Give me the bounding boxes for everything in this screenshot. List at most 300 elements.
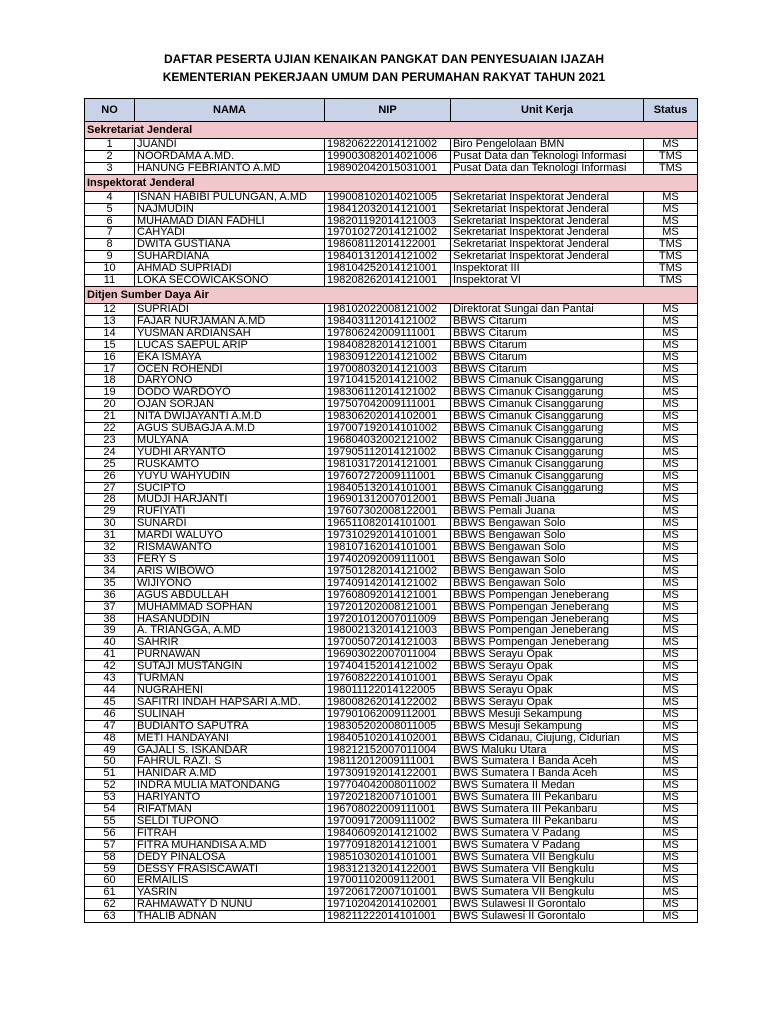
cell-nip: 198211222014101001 [325, 911, 451, 923]
cell-no: 28 [85, 494, 135, 506]
cell-unit-kerja: BBWS Cimanuk Cisanggarung [451, 387, 644, 399]
table-row [85, 744, 698, 756]
cell-status: MS [644, 363, 698, 375]
cell-no: 41 [85, 649, 135, 661]
table-row [85, 203, 698, 215]
cell-unit-kerja: BBWS Serayu Opak [451, 661, 644, 673]
cell-status: MS [644, 863, 698, 875]
cell-nama: YASRIN [135, 887, 325, 899]
cell-nip: 197005072014121003 [325, 637, 451, 649]
cell-unit-kerja: BBWS Bengawan Solo [451, 530, 644, 542]
cell-no: 62 [85, 899, 135, 911]
section-row [85, 122, 698, 139]
cell-nip: 198306202014102001 [325, 411, 451, 423]
cell-nama: BUDIANTO SAPUTRA [135, 720, 325, 732]
cell-nip: 198608112014122001 [325, 239, 451, 251]
cell-unit-kerja: BBWS Cimanuk Cisanggarung [451, 482, 644, 494]
cell-no: 11 [85, 275, 135, 287]
cell-no: 27 [85, 482, 135, 494]
cell-nip: 197704042008011002 [325, 780, 451, 792]
cell-unit-kerja: Sekretariat Inspektorat Jenderal [451, 191, 644, 203]
cell-unit-kerja: BWS Sumatera VII Bengkulu [451, 863, 644, 875]
cell-nama: RIFATMAN [135, 804, 325, 816]
cell-status: MS [644, 827, 698, 839]
cell-no: 48 [85, 732, 135, 744]
cell-nama: DWITA GUSTIANA [135, 239, 325, 251]
table-row [85, 494, 698, 506]
cell-status: MS [644, 744, 698, 756]
cell-nama: METI HANDAYANI [135, 732, 325, 744]
table-row [85, 601, 698, 613]
cell-nama: RISMAWANTO [135, 542, 325, 554]
cell-status: TMS [644, 162, 698, 174]
cell-nip: 198406092014121002 [325, 827, 451, 839]
table-row [85, 423, 698, 435]
table-row [85, 470, 698, 482]
cell-status: MS [644, 351, 698, 363]
table-row [85, 661, 698, 673]
cell-nama: FITRAH [135, 827, 325, 839]
cell-nama: PURNAWAN [135, 649, 325, 661]
cell-nama: DESSY FRASISCAWATI [135, 863, 325, 875]
cell-status: MS [644, 804, 698, 816]
cell-nip: 197102042014102001 [325, 899, 451, 911]
cell-unit-kerja: BBWS Cimanuk Cisanggarung [451, 375, 644, 387]
cell-nip: 198306112014121002 [325, 387, 451, 399]
cell-nip: 198309122014121002 [325, 351, 451, 363]
cell-status: TMS [644, 275, 698, 287]
table-row [85, 554, 698, 566]
cell-nip: 197404152014121002 [325, 661, 451, 673]
cell-status: MS [644, 732, 698, 744]
cell-nip: 197905112014121002 [325, 446, 451, 458]
cell-nama: SAHRIR [135, 637, 325, 649]
table-row [85, 506, 698, 518]
section-row [85, 286, 698, 303]
section-title: Sekretariat Jenderal [85, 122, 698, 139]
cell-no: 31 [85, 530, 135, 542]
cell-nip: 198212152007011004 [325, 744, 451, 756]
table-row [85, 399, 698, 411]
cell-status: MS [644, 303, 698, 315]
cell-status: MS [644, 434, 698, 446]
cell-nama: AGUS ABDULLAH [135, 589, 325, 601]
table-row [85, 215, 698, 227]
cell-status: MS [644, 470, 698, 482]
cell-nama: A. TRIANGGA, A.MD [135, 625, 325, 637]
cell-status: MS [644, 625, 698, 637]
table-row [85, 696, 698, 708]
cell-nama: SUCIPTO [135, 482, 325, 494]
cell-unit-kerja: BBWS Citarum [451, 363, 644, 375]
cell-unit-kerja: Sekretariat Inspektorat Jenderal [451, 239, 644, 251]
cell-status: MS [644, 613, 698, 625]
cell-unit-kerja: Sekretariat Inspektorat Jenderal [451, 227, 644, 239]
cell-nip: 197901062009112001 [325, 708, 451, 720]
cell-nip: 198405102014102001 [325, 732, 451, 744]
cell-no: 8 [85, 239, 135, 251]
table-row [85, 732, 698, 744]
table-row [85, 339, 698, 351]
table-row [85, 275, 698, 287]
cell-unit-kerja: BBWS Pompengan Jeneberang [451, 625, 644, 637]
table-row [85, 887, 698, 899]
cell-unit-kerja: BBWS Cimanuk Cisanggarung [451, 458, 644, 470]
cell-no: 34 [85, 565, 135, 577]
table-row [85, 387, 698, 399]
table-row [85, 720, 698, 732]
cell-nama: AHMAD SUPRIADI [135, 263, 325, 275]
cell-nip: 197607272009111001 [325, 470, 451, 482]
cell-nama: FAJAR NURJAMAN A.MD [135, 315, 325, 327]
cell-status: MS [644, 720, 698, 732]
cell-nama: FAHRUL RAZI. S [135, 756, 325, 768]
cell-nip: 196708022009111001 [325, 804, 451, 816]
cell-status: MS [644, 601, 698, 613]
cell-nama: LOKA SECOWICAKSONO [135, 275, 325, 287]
cell-no: 6 [85, 215, 135, 227]
cell-unit-kerja: BWS Sumatera III Pekanbaru [451, 792, 644, 804]
cell-no: 2 [85, 150, 135, 162]
cell-nama: DARYONO [135, 375, 325, 387]
cell-no: 20 [85, 399, 135, 411]
cell-nip: 197409142014121002 [325, 577, 451, 589]
cell-status: MS [644, 780, 698, 792]
cell-no: 21 [85, 411, 135, 423]
cell-unit-kerja: BWS Sumatera VII Bengkulu [451, 851, 644, 863]
cell-nip: 197507042009111001 [325, 399, 451, 411]
cell-nip: 198201192014121003 [325, 215, 451, 227]
cell-no: 37 [85, 601, 135, 613]
cell-status: MS [644, 506, 698, 518]
table-row [85, 351, 698, 363]
table-row [85, 411, 698, 423]
table-row [85, 327, 698, 339]
cell-nip: 198208262014121001 [325, 275, 451, 287]
cell-status: MS [644, 768, 698, 780]
cell-unit-kerja: BBWS Bengawan Solo [451, 554, 644, 566]
cell-status: MS [644, 839, 698, 851]
cell-no: 52 [85, 780, 135, 792]
cell-status: MS [644, 708, 698, 720]
table-row [85, 191, 698, 203]
cell-nama: YUSMAN ARDIANSAH [135, 327, 325, 339]
cell-nip: 197402092009111001 [325, 554, 451, 566]
cell-nama: MUDJI HARJANTI [135, 494, 325, 506]
cell-no: 17 [85, 363, 135, 375]
table-row [85, 911, 698, 923]
table-row [85, 708, 698, 720]
cell-unit-kerja: BWS Sumatera III Pekanbaru [451, 804, 644, 816]
cell-status: MS [644, 375, 698, 387]
cell-unit-kerja: BBWS Cimanuk Cisanggarung [451, 470, 644, 482]
cell-nama: RUSKAMTO [135, 458, 325, 470]
cell-status: MS [644, 756, 698, 768]
cell-status: MS [644, 327, 698, 339]
cell-nama: NUGRAHENI [135, 684, 325, 696]
cell-nama: SUTAJI MUSTANGIN [135, 661, 325, 673]
cell-nama: HANUNG FEBRIANTO A.MD [135, 162, 325, 174]
cell-unit-kerja: BBWS Cimanuk Cisanggarung [451, 411, 644, 423]
table-row [85, 162, 698, 174]
cell-status: MS [644, 458, 698, 470]
table-row [85, 875, 698, 887]
cell-no: 57 [85, 839, 135, 851]
cell-nip: 197310292014101001 [325, 530, 451, 542]
table-row [85, 458, 698, 470]
cell-unit-kerja: BBWS Cimanuk Cisanggarung [451, 434, 644, 446]
table-row [85, 649, 698, 661]
cell-nip: 197608092014121001 [325, 589, 451, 601]
cell-no: 33 [85, 554, 135, 566]
cell-unit-kerja: BWS Maluku Utara [451, 744, 644, 756]
cell-status: MS [644, 911, 698, 923]
table-row [85, 684, 698, 696]
table-row [85, 863, 698, 875]
cell-no: 7 [85, 227, 135, 239]
cell-status: MS [644, 637, 698, 649]
cell-nip: 197607302008122001 [325, 506, 451, 518]
cell-nama: DODO WARDOYO [135, 387, 325, 399]
cell-status: MS [644, 518, 698, 530]
cell-status: MS [644, 565, 698, 577]
cell-status: TMS [644, 150, 698, 162]
table-row [85, 756, 698, 768]
cell-nip: 198206222014121002 [325, 139, 451, 151]
cell-unit-kerja: BWS Sulawesi II Gorontalo [451, 911, 644, 923]
cell-no: 1 [85, 139, 135, 151]
cell-status: MS [644, 399, 698, 411]
cell-unit-kerja: BBWS Citarum [451, 315, 644, 327]
cell-status: MS [644, 411, 698, 423]
cell-no: 22 [85, 423, 135, 435]
table-row [85, 637, 698, 649]
cell-unit-kerja: Pusat Data dan Teknologi Informasi [451, 162, 644, 174]
cell-no: 44 [85, 684, 135, 696]
cell-no: 59 [85, 863, 135, 875]
cell-unit-kerja: BBWS Cimanuk Cisanggarung [451, 423, 644, 435]
cell-status: TMS [644, 263, 698, 275]
cell-status: MS [644, 696, 698, 708]
cell-nip: 197201012007011009 [325, 613, 451, 625]
cell-unit-kerja: BBWS Bengawan Solo [451, 542, 644, 554]
cell-no: 60 [85, 875, 135, 887]
cell-nip: 198403112014121002 [325, 315, 451, 327]
cell-status: MS [644, 589, 698, 601]
table-row [85, 482, 698, 494]
cell-unit-kerja: Direktorat Sungai dan Pantai [451, 303, 644, 315]
table-row [85, 815, 698, 827]
cell-no: 56 [85, 827, 135, 839]
table-row [85, 851, 698, 863]
table-row [85, 263, 698, 275]
cell-status: MS [644, 215, 698, 227]
cell-no: 18 [85, 375, 135, 387]
cell-nama: JUANDI [135, 139, 325, 151]
table-row [85, 625, 698, 637]
cell-nip: 199003082014021006 [325, 150, 451, 162]
cell-nip: 196901312007012001 [325, 494, 451, 506]
cell-unit-kerja: BBWS Mesuji Sekampung [451, 720, 644, 732]
cell-nip: 196903022007011004 [325, 649, 451, 661]
cell-nip: 197608222014101001 [325, 673, 451, 685]
cell-unit-kerja: Biro Pengelolaan BMN [451, 139, 644, 151]
cell-nip: 198312132014122001 [325, 863, 451, 875]
cell-nama: INDRA MULIA MATONDANG [135, 780, 325, 792]
table-row [85, 804, 698, 816]
cell-status: MS [644, 315, 698, 327]
cell-nip: 198112012009111001 [325, 756, 451, 768]
cell-unit-kerja: BWS Sumatera V Padang [451, 827, 644, 839]
cell-unit-kerja: Inspektorat VI [451, 275, 644, 287]
cell-no: 3 [85, 162, 135, 174]
cell-no: 51 [85, 768, 135, 780]
cell-unit-kerja: BBWS Cimanuk Cisanggarung [451, 399, 644, 411]
table-row [85, 315, 698, 327]
cell-status: TMS [644, 239, 698, 251]
cell-nip: 197309192014122001 [325, 768, 451, 780]
cell-status: MS [644, 339, 698, 351]
cell-status: MS [644, 542, 698, 554]
cell-unit-kerja: BBWS Cidanau, Ciujung, Cidurian [451, 732, 644, 744]
document-title-line1: DAFTAR PESERTA UJIAN KENAIKAN PANGKAT DAN PENYESUAIAN IJAZAH [163, 52, 605, 66]
section-title: Ditjen Sumber Daya Air [85, 286, 698, 303]
cell-nip: 197202182007101001 [325, 792, 451, 804]
cell-nip: 197501282014121002 [325, 565, 451, 577]
cell-no: 12 [85, 303, 135, 315]
cell-status: MS [644, 423, 698, 435]
header-nip: NIP [325, 99, 451, 122]
cell-nama: NOORDAMA A.MD. [135, 150, 325, 162]
cell-unit-kerja: Sekretariat Inspektorat Jenderal [451, 203, 644, 215]
table-row [85, 827, 698, 839]
table-row [85, 673, 698, 685]
cell-nama: OCEN ROHENDI [135, 363, 325, 375]
header-no: NO [85, 99, 135, 122]
cell-nama: FITRA MUHANDISA A.MD [135, 839, 325, 851]
cell-status: MS [644, 446, 698, 458]
table-row [85, 150, 698, 162]
cell-unit-kerja: BBWS Serayu Opak [451, 649, 644, 661]
cell-nama: NAJMUDIN [135, 203, 325, 215]
cell-unit-kerja: BBWS Serayu Opak [451, 696, 644, 708]
cell-unit-kerja: BWS Sumatera VII Bengkulu [451, 887, 644, 899]
cell-no: 29 [85, 506, 135, 518]
cell-unit-kerja: BBWS Pompengan Jeneberang [451, 613, 644, 625]
cell-nip: 197206172007101001 [325, 887, 451, 899]
table-row [85, 565, 698, 577]
table-row [85, 363, 698, 375]
cell-unit-kerja: BWS Sumatera I Banda Aceh [451, 756, 644, 768]
cell-no: 24 [85, 446, 135, 458]
header-unit-kerja: Unit Kerja [451, 99, 644, 122]
cell-nip: 197010272014121002 [325, 227, 451, 239]
cell-nip: 198510302014101001 [325, 851, 451, 863]
cell-unit-kerja: BBWS Pompengan Jeneberang [451, 637, 644, 649]
cell-nip: 198902042015031001 [325, 162, 451, 174]
cell-nama: ARIS WIBOWO [135, 565, 325, 577]
cell-unit-kerja: BBWS Mesuji Sekampung [451, 708, 644, 720]
cell-no: 55 [85, 815, 135, 827]
cell-nama: DEDY PINALOSA [135, 851, 325, 863]
cell-unit-kerja: BWS Sumatera V Padang [451, 839, 644, 851]
cell-nip: 198104252014121001 [325, 263, 451, 275]
cell-status: MS [644, 494, 698, 506]
cell-unit-kerja: BBWS Bengawan Solo [451, 577, 644, 589]
cell-no: 46 [85, 708, 135, 720]
cell-no: 5 [85, 203, 135, 215]
cell-no: 32 [85, 542, 135, 554]
table-row [85, 613, 698, 625]
cell-status: MS [644, 673, 698, 685]
cell-no: 9 [85, 251, 135, 263]
cell-nip: 198408282014121001 [325, 339, 451, 351]
cell-nip: 198401312014121002 [325, 251, 451, 263]
cell-no: 15 [85, 339, 135, 351]
cell-status: MS [644, 899, 698, 911]
cell-no: 35 [85, 577, 135, 589]
cell-nip: 198103172014121001 [325, 458, 451, 470]
cell-nip: 197709182014121001 [325, 839, 451, 851]
table-row [85, 139, 698, 151]
cell-no: 63 [85, 911, 135, 923]
cell-status: MS [644, 139, 698, 151]
table-row [85, 227, 698, 239]
cell-unit-kerja: Sekretariat Inspektorat Jenderal [451, 251, 644, 263]
cell-no: 16 [85, 351, 135, 363]
cell-unit-kerja: Sekretariat Inspektorat Jenderal [451, 215, 644, 227]
cell-nama: THALIB ADNAN [135, 911, 325, 923]
cell-nama: SULINAH [135, 708, 325, 720]
section-title: Inspektorat Jenderal [85, 174, 698, 191]
cell-unit-kerja: BBWS Bengawan Solo [451, 518, 644, 530]
cell-no: 61 [85, 887, 135, 899]
table-row [85, 792, 698, 804]
cell-unit-kerja: Inspektorat III [451, 263, 644, 275]
cell-nama: LUCAS SAEPUL ARIP [135, 339, 325, 351]
cell-nip: 198412032014121001 [325, 203, 451, 215]
cell-unit-kerja: Pusat Data dan Teknologi Informasi [451, 150, 644, 162]
cell-no: 30 [85, 518, 135, 530]
cell-nip: 197001102009112001 [325, 875, 451, 887]
cell-unit-kerja: BBWS Pompengan Jeneberang [451, 601, 644, 613]
header-status: Status [644, 99, 698, 122]
table-row [85, 530, 698, 542]
cell-nip: 197806242009111001 [325, 327, 451, 339]
cell-unit-kerja: BBWS Pompengan Jeneberang [451, 589, 644, 601]
cell-nama: FERY S [135, 554, 325, 566]
cell-unit-kerja: BBWS Cimanuk Cisanggarung [451, 446, 644, 458]
section-row [85, 174, 698, 191]
cell-nip: 198405132014101001 [325, 482, 451, 494]
cell-unit-kerja: BWS Sumatera VII Bengkulu [451, 875, 644, 887]
table-row [85, 446, 698, 458]
cell-status: MS [644, 887, 698, 899]
cell-unit-kerja: BBWS Pemali Juana [451, 494, 644, 506]
cell-nama: YUDHI ARYANTO [135, 446, 325, 458]
table-row [85, 251, 698, 263]
cell-no: 40 [85, 637, 135, 649]
cell-nama: WIJIYONO [135, 577, 325, 589]
cell-nip: 198102022008121002 [325, 303, 451, 315]
cell-unit-kerja: BBWS Serayu Opak [451, 684, 644, 696]
cell-no: 47 [85, 720, 135, 732]
cell-nama: SELDI TUPONO [135, 815, 325, 827]
table-row [85, 589, 698, 601]
cell-no: 38 [85, 613, 135, 625]
cell-status: MS [644, 191, 698, 203]
cell-nama: GAJALI S. ISKANDAR [135, 744, 325, 756]
